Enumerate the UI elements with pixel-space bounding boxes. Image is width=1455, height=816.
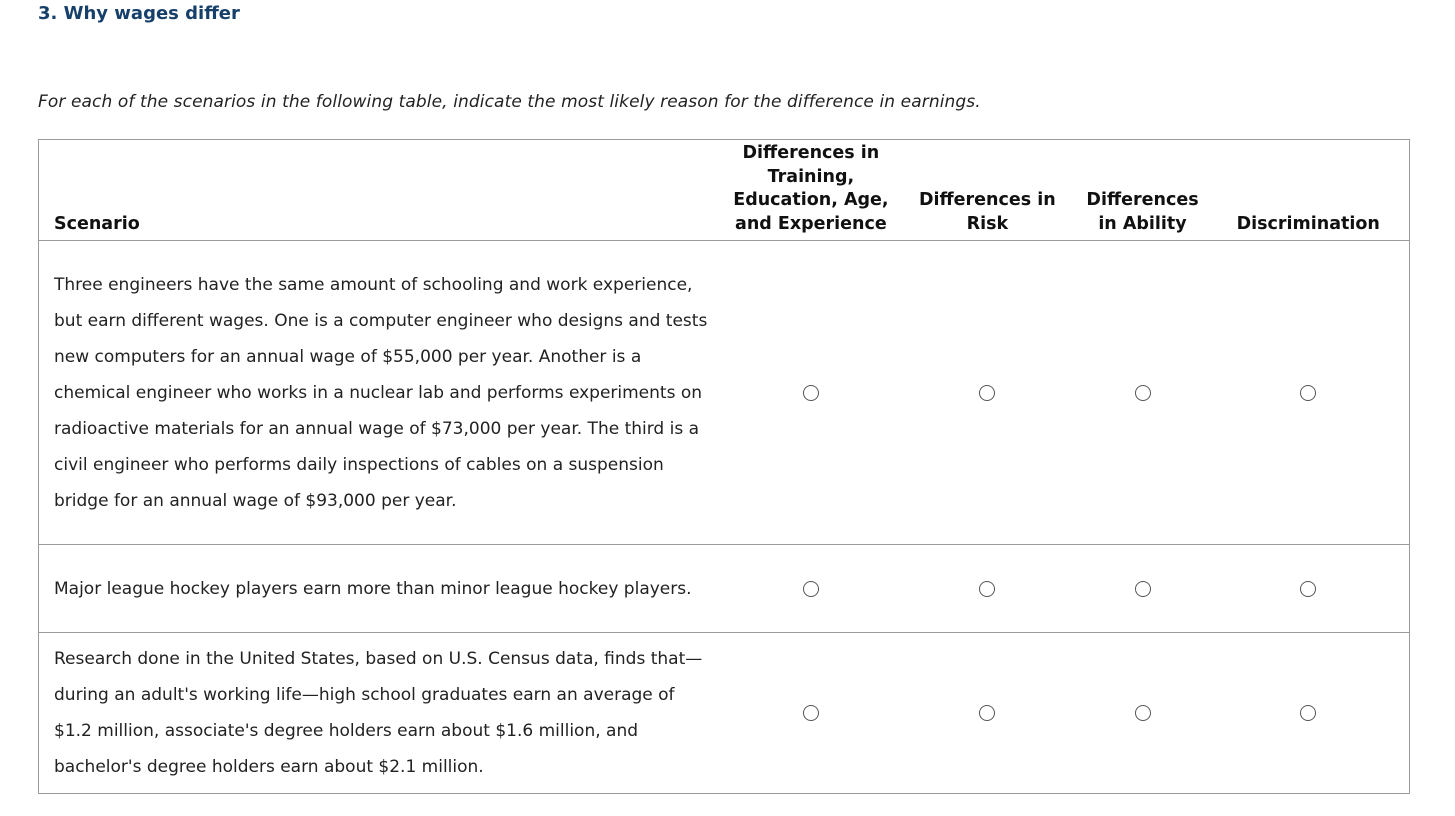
header-ability: Differences in Ability [1078,140,1208,241]
scenario-text: Three engineers have the same amount of schooling and work experience, but earn different wages. One is a computer engineer who designs and tests new computers for an annual wage of $55,000 per year. Another is a chemical engineer who works in a nuclear lab and performs experiments on radioactive materials for an annual wage of $73,000 per year. The third is a civil engineer who performs daily inspections of cables on a suspension bridge for an annual wage of $93,000 per year. [39,241,725,545]
table-row [39,545,1410,633]
header-discrimination: Discrimination [1207,140,1409,241]
instructions: For each of the scenarios in the following table, indicate the most likely reason for the difference in earnings. [38,92,981,112]
radio-risk[interactable] [979,581,995,597]
radio-discrimination[interactable] [1300,705,1316,721]
table-row [39,633,1410,794]
radio-training-education[interactable] [803,581,819,597]
header-scenario: Scenario [39,140,725,241]
question-title: 3. Why wages differ [38,3,240,24]
scenario-text: Major league hockey players earn more than minor league hockey players. [39,545,725,633]
radio-training-education[interactable] [803,385,819,401]
radio-risk[interactable] [979,705,995,721]
scenario-text: Research done in the United States, based on U.S. Census data, finds that—during an adult's working life—high school graduates earn an average of $1.2 million, associate's degree holders earn about $1.6 million, and bachelor's degree holders earn about $2.1 million. [39,633,725,794]
radio-ability[interactable] [1135,385,1151,401]
radio-ability[interactable] [1135,705,1151,721]
radio-ability[interactable] [1135,581,1151,597]
radio-training-education[interactable] [803,705,819,721]
header-risk: Differences in Risk [897,140,1077,241]
table-row [39,241,1410,545]
table-header-row [39,140,1410,241]
header-training-education: Differences in Training, Education, Age, and Experience [725,140,898,241]
radio-discrimination[interactable] [1300,385,1316,401]
radio-risk[interactable] [979,385,995,401]
radio-discrimination[interactable] [1300,581,1316,597]
scenario-table [38,139,1410,794]
